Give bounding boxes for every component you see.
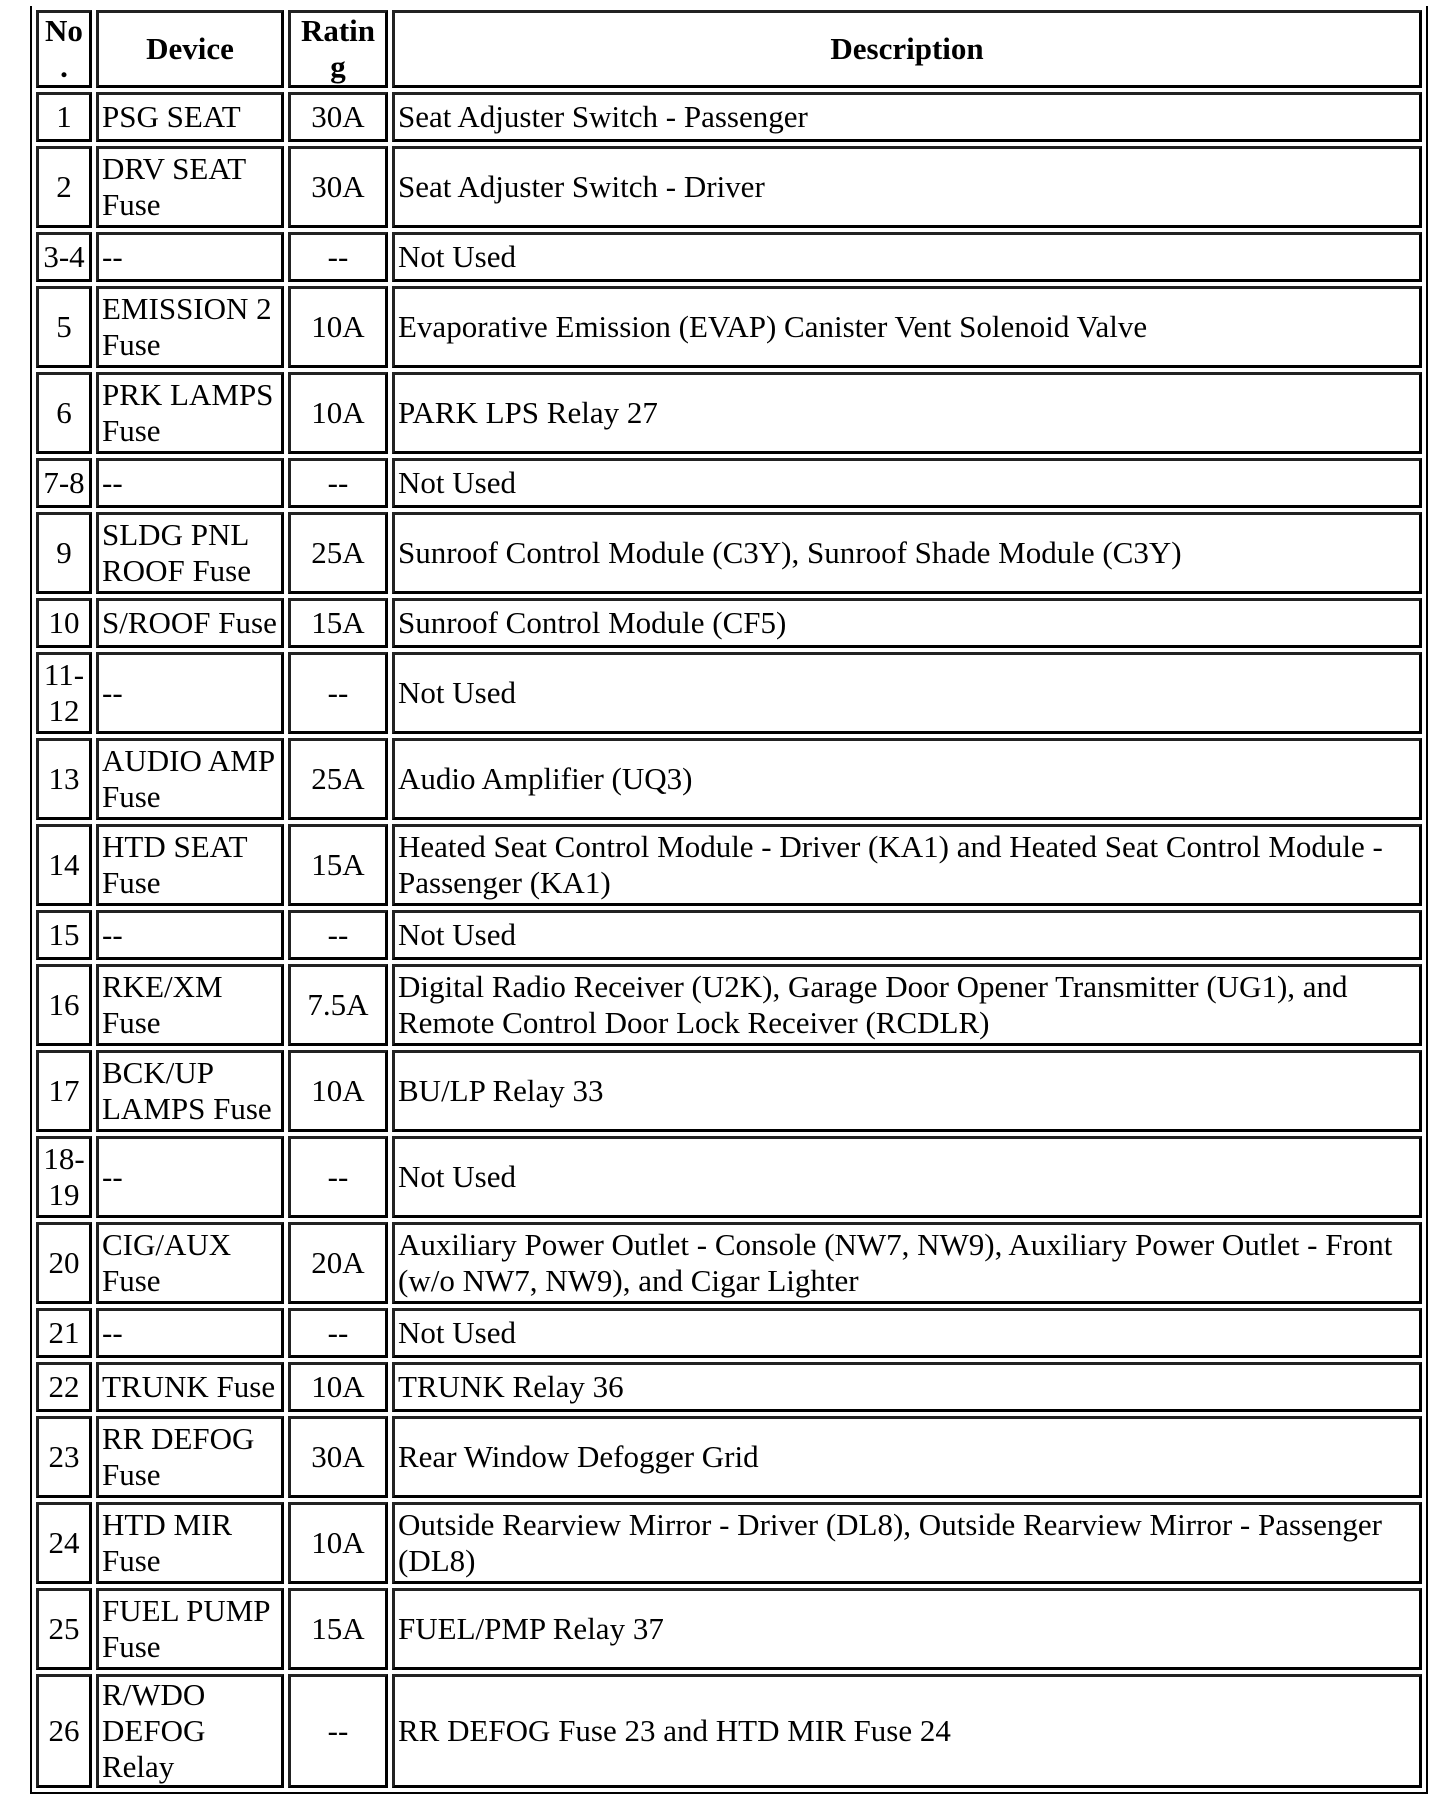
cell-no: 5: [36, 286, 92, 368]
cell-rating: --: [288, 1136, 388, 1218]
fuse-table-sheet: [30, 6, 1428, 1794]
cell-description: TRUNK Relay 36: [392, 1362, 1422, 1412]
cell-no: 6: [36, 372, 92, 454]
table-row: [36, 1416, 1422, 1498]
cell-rating: 15A: [288, 824, 388, 906]
cell-no: 9: [36, 512, 92, 594]
cell-rating: 15A: [288, 598, 388, 648]
header-description: Description: [392, 10, 1422, 88]
cell-device: S/ROOF Fuse: [96, 598, 284, 648]
cell-description: Not Used: [392, 910, 1422, 960]
cell-description: Rear Window Defogger Grid: [392, 1416, 1422, 1498]
cell-device: RKE/XM Fuse: [96, 964, 284, 1046]
cell-description: FUEL/PMP Relay 37: [392, 1588, 1422, 1670]
fuse-table-body: [36, 92, 1422, 1788]
table-row: [36, 1362, 1422, 1412]
cell-description: BU/LP Relay 33: [392, 1050, 1422, 1132]
cell-device: BCK/UP LAMPS Fuse: [96, 1050, 284, 1132]
table-row: [36, 824, 1422, 906]
table-row: [36, 1502, 1422, 1584]
cell-description: Not Used: [392, 1308, 1422, 1358]
cell-description: Evaporative Emission (EVAP) Canister Vent Solenoid Valve: [392, 286, 1422, 368]
table-row: [36, 1308, 1422, 1358]
cell-no: 17: [36, 1050, 92, 1132]
table-row: [36, 598, 1422, 648]
cell-rating: 30A: [288, 92, 388, 142]
cell-device: --: [96, 652, 284, 734]
cell-device: DRV SEAT Fuse: [96, 146, 284, 228]
cell-description: Digital Radio Receiver (U2K), Garage Door Opener Transmitter (UG1), and Remote Control Door Lock Receiver (RCDLR): [392, 964, 1422, 1046]
table-row: [36, 652, 1422, 734]
cell-description: Sunroof Control Module (CF5): [392, 598, 1422, 648]
cell-description: Not Used: [392, 232, 1422, 282]
cell-no: 22: [36, 1362, 92, 1412]
table-row: [36, 512, 1422, 594]
cell-no: 26: [36, 1674, 92, 1788]
cell-device: --: [96, 232, 284, 282]
cell-rating: --: [288, 1308, 388, 1358]
cell-rating: 30A: [288, 1416, 388, 1498]
table-row: [36, 146, 1422, 228]
cell-description: Auxiliary Power Outlet - Console (NW7, NW9), Auxiliary Power Outlet - Front (w/o NW7, NW9), and Cigar Lighter: [392, 1222, 1422, 1304]
cell-description: Heated Seat Control Module - Driver (KA1) and Heated Seat Control Module - Passenger (KA1): [392, 824, 1422, 906]
cell-rating: --: [288, 910, 388, 960]
cell-rating: --: [288, 652, 388, 734]
cell-no: 18-19: [36, 1136, 92, 1218]
cell-rating: 25A: [288, 512, 388, 594]
cell-description: RR DEFOG Fuse 23 and HTD MIR Fuse 24: [392, 1674, 1422, 1788]
cell-rating: 30A: [288, 146, 388, 228]
cell-rating: 10A: [288, 1502, 388, 1584]
header-no: No.: [36, 10, 92, 88]
cell-device: TRUNK Fuse: [96, 1362, 284, 1412]
table-row: [36, 910, 1422, 960]
cell-no: 15: [36, 910, 92, 960]
cell-device: --: [96, 458, 284, 508]
cell-no: 11-12: [36, 652, 92, 734]
table-row: [36, 1222, 1422, 1304]
cell-rating: --: [288, 232, 388, 282]
cell-no: 20: [36, 1222, 92, 1304]
table-row: [36, 1588, 1422, 1670]
cell-rating: 10A: [288, 1050, 388, 1132]
cell-rating: 10A: [288, 1362, 388, 1412]
cell-no: 23: [36, 1416, 92, 1498]
cell-no: 13: [36, 738, 92, 820]
cell-device: FUEL PUMP Fuse: [96, 1588, 284, 1670]
cell-description: Not Used: [392, 652, 1422, 734]
table-row: [36, 286, 1422, 368]
cell-rating: 7.5A: [288, 964, 388, 1046]
cell-no: 10: [36, 598, 92, 648]
cell-device: EMISSION 2 Fuse: [96, 286, 284, 368]
cell-rating: 20A: [288, 1222, 388, 1304]
cell-no: 3-4: [36, 232, 92, 282]
cell-rating: 15A: [288, 1588, 388, 1670]
cell-device: RR DEFOG Fuse: [96, 1416, 284, 1498]
cell-no: 14: [36, 824, 92, 906]
cell-device: PRK LAMPS Fuse: [96, 372, 284, 454]
cell-rating: --: [288, 1674, 388, 1788]
header-device: Device: [96, 10, 284, 88]
cell-device: CIG/AUX Fuse: [96, 1222, 284, 1304]
cell-no: 25: [36, 1588, 92, 1670]
cell-device: --: [96, 1136, 284, 1218]
cell-no: 7-8: [36, 458, 92, 508]
cell-rating: 25A: [288, 738, 388, 820]
cell-no: 1: [36, 92, 92, 142]
cell-description: Seat Adjuster Switch - Driver: [392, 146, 1422, 228]
header-rating: Rating: [288, 10, 388, 88]
cell-device: HTD MIR Fuse: [96, 1502, 284, 1584]
cell-device: PSG SEAT: [96, 92, 284, 142]
cell-description: Sunroof Control Module (C3Y), Sunroof Shade Module (C3Y): [392, 512, 1422, 594]
cell-no: 2: [36, 146, 92, 228]
table-row: [36, 372, 1422, 454]
cell-description: Not Used: [392, 458, 1422, 508]
cell-device: AUDIO AMP Fuse: [96, 738, 284, 820]
cell-description: Audio Amplifier (UQ3): [392, 738, 1422, 820]
header-row: [36, 10, 1422, 88]
cell-device: R/WDO DEFOG Relay: [96, 1674, 284, 1788]
table-row: [36, 1050, 1422, 1132]
table-row: [36, 1136, 1422, 1218]
cell-device: --: [96, 1308, 284, 1358]
cell-no: 24: [36, 1502, 92, 1584]
cell-description: Outside Rearview Mirror - Driver (DL8), Outside Rearview Mirror - Passenger (DL8): [392, 1502, 1422, 1584]
cell-description: PARK LPS Relay 27: [392, 372, 1422, 454]
cell-device: SLDG PNL ROOF Fuse: [96, 512, 284, 594]
table-row: [36, 458, 1422, 508]
fuse-table: [30, 6, 1428, 1794]
cell-description: Seat Adjuster Switch - Passenger: [392, 92, 1422, 142]
cell-device: HTD SEAT Fuse: [96, 824, 284, 906]
cell-rating: --: [288, 458, 388, 508]
table-row: [36, 964, 1422, 1046]
cell-device: --: [96, 910, 284, 960]
cell-rating: 10A: [288, 286, 388, 368]
cell-rating: 10A: [288, 372, 388, 454]
table-row: [36, 738, 1422, 820]
cell-no: 21: [36, 1308, 92, 1358]
table-row: [36, 232, 1422, 282]
table-row: [36, 92, 1422, 142]
table-row: [36, 1674, 1422, 1788]
cell-no: 16: [36, 964, 92, 1046]
cell-description: Not Used: [392, 1136, 1422, 1218]
